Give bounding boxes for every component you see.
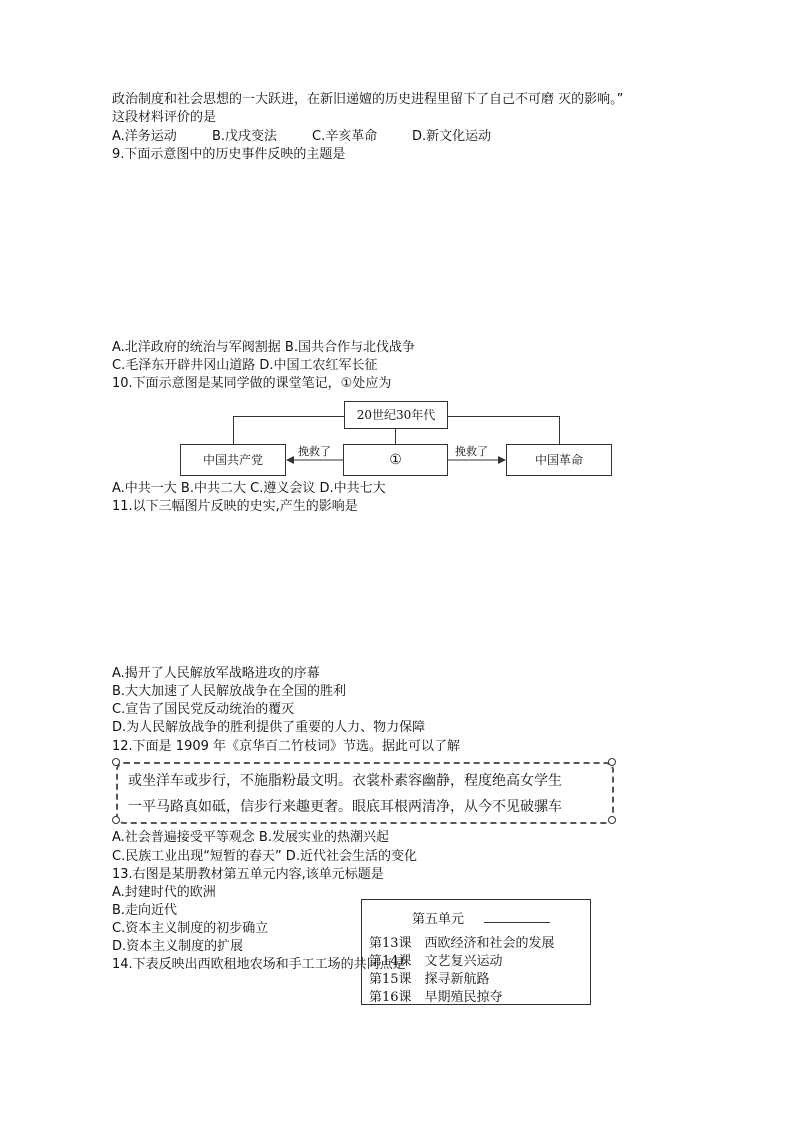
- q11-option-c[interactable]: C.宣告了国民党反动统治的覆灭: [112, 702, 295, 717]
- q8-options: [112, 128, 491, 146]
- q11-option-b[interactable]: B.大大加速了人民解放战争在全国的胜利: [112, 684, 347, 699]
- q13-unit-box: [361, 899, 591, 1005]
- unit-row-13: 第13课 西欧经济和社会的发展: [369, 936, 555, 951]
- q8-line1: 政治制度和社会思想的一大跃进，在新旧递嬗的历史进程里留下了自己不可磨 灭的影响。”: [112, 92, 624, 107]
- q11-option-d[interactable]: D.为人民解放战争的胜利提供了重要的人力、物力保障: [112, 720, 426, 735]
- q13-option-d[interactable]: D.资本主义制度的扩展: [112, 939, 244, 954]
- connector-right: [448, 416, 560, 417]
- q12-options-line2: C.民族工业出现“短暂的春天” D.近代社会生活的变化: [112, 849, 417, 864]
- q13-stem: 13.右图是某册教材第五单元内容,该单元标题是: [112, 867, 384, 882]
- arrow-label-right: 挽救了: [455, 445, 488, 458]
- connector-left-down: [233, 416, 234, 444]
- corner-dot-icon: [608, 816, 616, 824]
- unit-row-15: 第15课 探寻新航路: [369, 972, 490, 987]
- q11-stem: 11.以下三幅图片反映的史实,产生的影响是: [112, 499, 358, 514]
- q8-option-d[interactable]: D.新文化运动: [412, 129, 492, 144]
- unit-title: 第五单元: [412, 912, 465, 927]
- q9-options-line1: A.北洋政府的统治与军阀割据 B.国共合作与北伐战争: [112, 340, 415, 355]
- diagram-center-box: ①: [343, 444, 448, 476]
- q8-option-a[interactable]: A.洋务运动: [112, 129, 177, 144]
- q10-options: A.中共一大 B.中共二大 C.遵义会议 D.中共七大: [112, 481, 386, 496]
- corner-dot-icon: [112, 816, 120, 824]
- q12-stem: 12.下面是 1909 年《京华百二竹枝词》节选。据此可以了解: [112, 739, 461, 754]
- q9-stem: 9.下面示意图中的历史事件反映的主题是: [112, 147, 346, 162]
- poem-line-1: 或坐洋车或步行，不施脂粉最文明。衣裳朴素容幽静，程度绝高女学生: [128, 773, 562, 789]
- diagram-top-box: 20世纪30年代: [344, 401, 448, 429]
- connector-left: [233, 416, 344, 417]
- q8-option-b[interactable]: B.戊戌变法: [212, 129, 278, 144]
- corner-dot-icon: [112, 758, 120, 766]
- diagram-left-box: 中国共产党: [180, 444, 286, 476]
- unit-row-14: 第14课 文艺复兴运动: [369, 954, 503, 969]
- q11-option-a[interactable]: A.揭开了人民解放军战略进攻的序幕: [112, 666, 320, 681]
- unit-row-16: 第16课 早期殖民掠夺: [369, 990, 503, 1005]
- arrow-right-icon: [448, 455, 506, 465]
- q13-option-a[interactable]: A.封建时代的欧洲: [112, 885, 216, 900]
- arrow-left-icon: [286, 455, 343, 465]
- q12-poem-box: [116, 762, 614, 824]
- q12-options-line1: A.社会普遍接受平等观念 B.发展实业的热潮兴起: [112, 830, 389, 845]
- q13-option-c[interactable]: C.资本主义制度的初步确立: [112, 921, 269, 936]
- unit-title-blank: [484, 922, 550, 923]
- q8-line2: 这段材料评价的是: [112, 110, 217, 125]
- diagram-right-box: 中国革命: [506, 444, 612, 476]
- arrow-label-left: 挽救了: [298, 445, 331, 458]
- q9-options-line2: C.毛泽东开辟井冈山道路 D.中国工农红军长征: [112, 358, 378, 373]
- connector-center-down: [395, 429, 396, 444]
- connector-right-down: [559, 416, 560, 444]
- q13-option-b[interactable]: B.走向近代: [112, 903, 178, 918]
- corner-dot-icon: [608, 758, 616, 766]
- q14-stem: 14.下表反映出西欧租地农场和手工工场的共同点是: [112, 957, 406, 972]
- q8-option-c[interactable]: C.辛亥革命: [312, 129, 378, 144]
- poem-line-2: 一平马路真如砥，信步行来趣更奢。眼底耳根两清净，从今不见破骡车: [128, 799, 562, 815]
- q10-stem: 10.下面示意图是某同学做的课堂笔记，①处应为: [112, 376, 392, 391]
